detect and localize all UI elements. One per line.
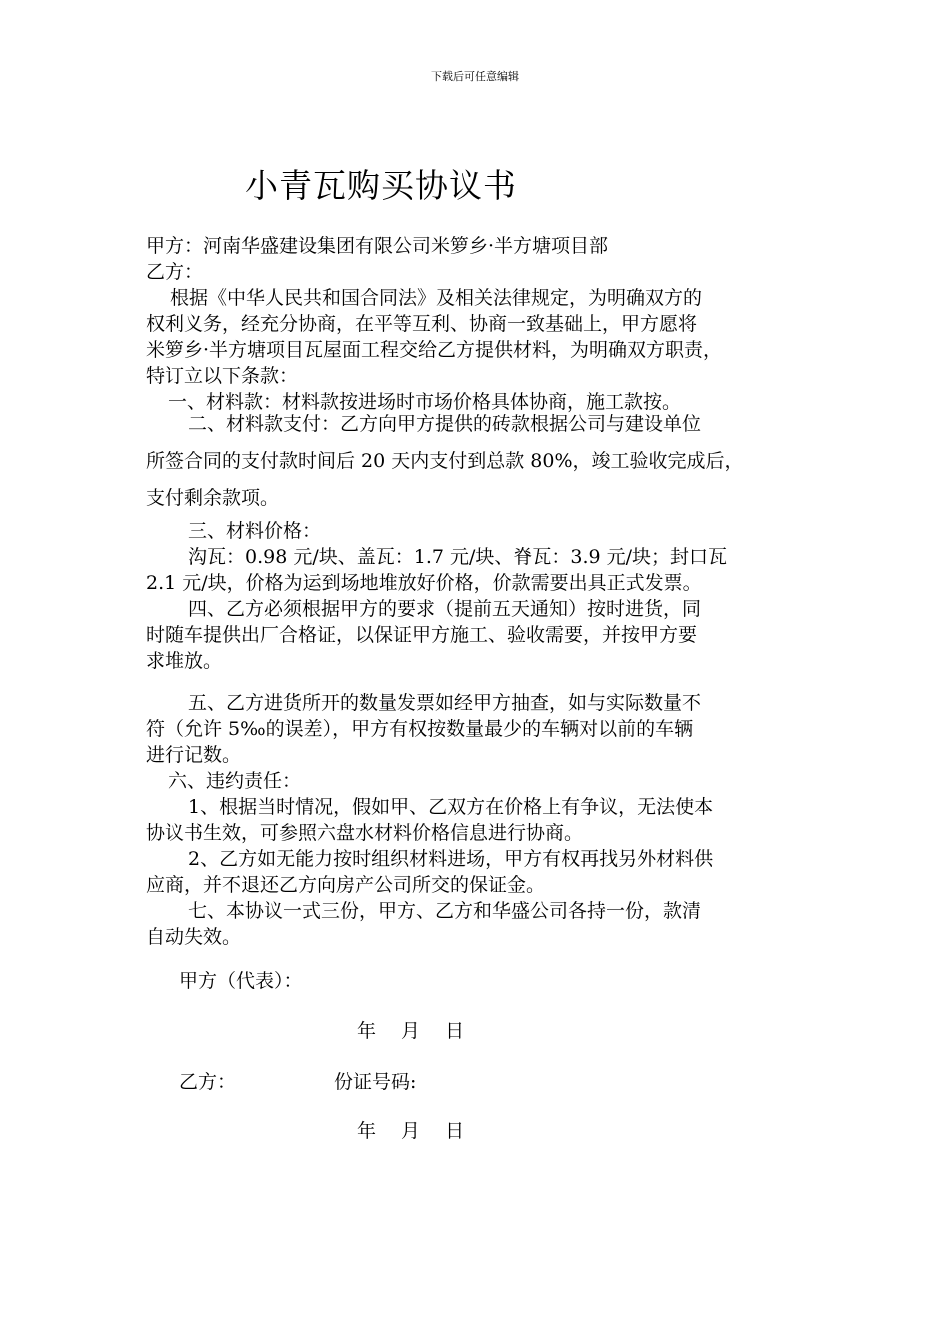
clause-3-title: 三、材料价格： — [188, 520, 322, 542]
clause-4-line: 四、乙方必须根据甲方的要求（提前五天通知）按时进货，同 — [188, 598, 702, 620]
clause-6-1-line: 1、根据当时情况，假如甲、乙双方在价格上有争议，无法使本 — [188, 796, 714, 818]
clause-1: 一、材料款：材料款按进场时市场价格具体协商，施工款按。 — [168, 391, 682, 413]
clause-3-line: 沟瓦：0.98 元/块、盖瓦：1.7 元/块、脊瓦：3.9 元/块；封口瓦 — [188, 546, 728, 568]
clause-4-line: 时随车提供出厂合格证，以保证甲方施工、验收需要，并按甲方要 — [146, 624, 698, 646]
party-b-line: 乙方： — [146, 261, 204, 283]
party-a-line: 甲方：河南华盛建设集团有限公司米箩乡·半方塘项目部 — [146, 235, 609, 257]
clause-6-2-line: 2、乙方如无能力按时组织材料进场，甲方有权再找另外材料供 — [188, 848, 714, 870]
clause-6-title: 六、违约责任： — [168, 770, 302, 792]
party-a-date: 年 月 日 — [357, 1020, 465, 1042]
clause-2-line: 支付剩余款项。 — [146, 487, 280, 509]
intro-line: 根据《中华人民共和国合同法》及相关法律规定，为明确双方的 — [170, 287, 703, 309]
clauses-3-to-7 — [146, 518, 816, 950]
clause-3-line: 2.1 元/块，价格为运到场地堆放好价格，价款需要出具正式发票。 — [146, 572, 702, 594]
id-number-label: 份证号码: — [334, 1071, 417, 1093]
clause-6-2-line: 应商，并不退还乙方向房产公司所交的保证金。 — [146, 874, 546, 896]
intro-line: 权利义务，经充分协商，在平等互利、协商一致基础上，甲方愿将 — [146, 313, 698, 335]
clause-5-line: 符（允许 5‰的误差），甲方有权按数量最少的车辆对以前的车辆 — [146, 718, 694, 740]
clause-7-line: 七、本协议一式三份，甲方、乙方和华盛公司各持一份，款清 — [188, 900, 702, 922]
header-note: 下载后可任意编辑 — [431, 70, 519, 83]
document-body — [146, 233, 816, 415]
intro-line: 米箩乡·半方塘项目瓦屋面工程交给乙方提供材料，为明确双方职责， — [146, 339, 723, 361]
clause-4-line: 求堆放。 — [146, 650, 223, 672]
party-b-signature-label: 乙方： — [179, 1071, 237, 1093]
party-a-signature-label: 甲方（代表）： — [179, 970, 303, 992]
clause-2 — [146, 406, 816, 517]
document-title: 小青瓦购买协议书 — [245, 166, 517, 205]
intro-line: 特订立以下条款： — [146, 365, 299, 387]
clause-2-line: 二、材料款支付：乙方向甲方提供的砖款根据公司与建设单位 — [188, 413, 702, 435]
clause-7-line: 自动失效。 — [146, 926, 242, 948]
clause-5-line: 五、乙方进货所开的数量发票如经甲方抽查，如与实际数量不 — [188, 692, 702, 714]
clause-6-1-line: 协议书生效，可参照六盘水材料价格信息进行协商。 — [146, 822, 584, 844]
clause-5-line: 进行记数。 — [146, 744, 242, 766]
party-b-date: 年 月 日 — [357, 1120, 465, 1142]
clause-2-line: 所签合同的支付款时间后 20 天内支付到总款 80%，竣工验收完成后， — [146, 450, 744, 472]
